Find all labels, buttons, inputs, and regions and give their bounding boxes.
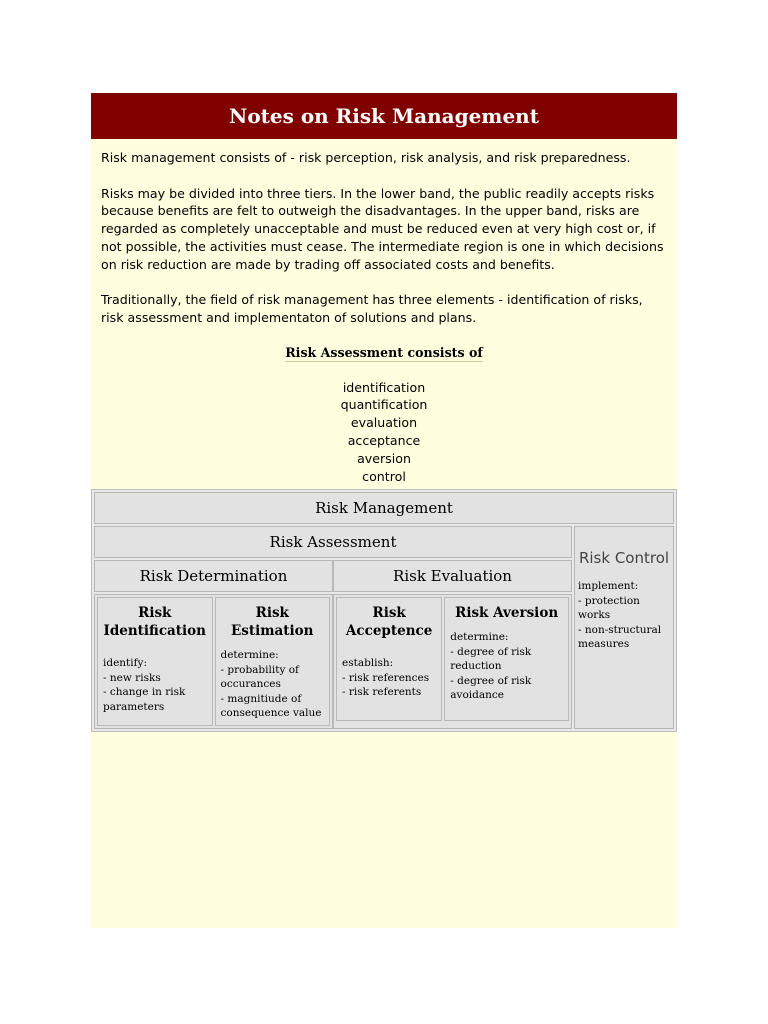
risk-acceptence-body: establish: - risk references - risk referents bbox=[342, 657, 430, 698]
risk-control-cell bbox=[574, 526, 674, 729]
risk-control-line: - non-structural measures bbox=[578, 623, 662, 650]
risk-aversion-body: determine: - degree of risk reduction - degree of risk avoidance bbox=[450, 631, 532, 701]
risk-evaluation-cell bbox=[333, 594, 572, 729]
risk-management-table bbox=[91, 489, 677, 732]
list-item: evaluation bbox=[350, 415, 418, 431]
risk-estimation-cell bbox=[215, 597, 331, 726]
risk-aversion-cell bbox=[444, 597, 569, 721]
risk-assessment-header: Risk Assessment bbox=[94, 526, 572, 558]
risk-management-header: Risk Management bbox=[94, 492, 674, 524]
page-title: Notes on Risk Management bbox=[91, 93, 677, 139]
risk-control-line: - protection works bbox=[578, 594, 640, 621]
paragraph-3: Traditionally, the field of risk management has three elements - identification of risks, risk assessment and implementaton of solutions and plans. bbox=[101, 292, 643, 326]
risk-control-line: implement: bbox=[578, 580, 639, 592]
risk-assessment-list bbox=[91, 379, 677, 486]
paragraph-1: Risk management consists of - risk perception, risk analysis, and risk preparedness. bbox=[101, 150, 631, 165]
risk-control-body bbox=[575, 567, 673, 652]
risk-control-title: Risk Control bbox=[578, 549, 670, 567]
risk-acceptence-title: Risk Acceptence bbox=[345, 605, 433, 639]
assessment-subtable bbox=[94, 560, 572, 729]
risk-identification-title: Risk Identification bbox=[103, 605, 206, 639]
risk-determination-header: Risk Determination bbox=[94, 560, 333, 592]
document-page bbox=[91, 93, 677, 928]
risk-evaluation-header: Risk Evaluation bbox=[333, 560, 572, 592]
risk-assessment-heading: Risk Assessment consists of bbox=[285, 344, 483, 360]
intro-text bbox=[91, 139, 677, 327]
assessment-breakdown bbox=[94, 560, 572, 729]
risk-identification-cell bbox=[97, 597, 213, 726]
list-item: quantification bbox=[340, 397, 428, 413]
list-item: control bbox=[362, 468, 406, 484]
risk-estimation-body: determine: - probability of occurances - magnitiude of consequence value bbox=[220, 649, 322, 719]
risk-determination-cell bbox=[94, 594, 333, 729]
list-item: acceptance bbox=[347, 432, 421, 448]
list-item: aversion bbox=[357, 450, 411, 466]
risk-identification-body: identify: - new risks - change in risk parameters bbox=[103, 657, 186, 713]
evaluation-subtable bbox=[334, 595, 571, 723]
risk-aversion-title: Risk Aversion bbox=[455, 605, 559, 621]
risk-acceptence-cell bbox=[336, 597, 442, 721]
risk-estimation-title: Risk Estimation bbox=[231, 605, 314, 639]
paragraph-2: Risks may be divided into three tiers. In the lower band, the public readily accepts risks because benefits are felt to outweigh the disadvantages. In the upper band, risks are regarded as completely unacceptable and must be reduced even at very high cost or, if not possible, the activities must cease. The intermediate region is one in which decisions on risk reduction are made by trading off associated costs and benefits. bbox=[101, 185, 664, 272]
determination-subtable bbox=[95, 595, 332, 728]
list-item: identification bbox=[342, 379, 426, 395]
